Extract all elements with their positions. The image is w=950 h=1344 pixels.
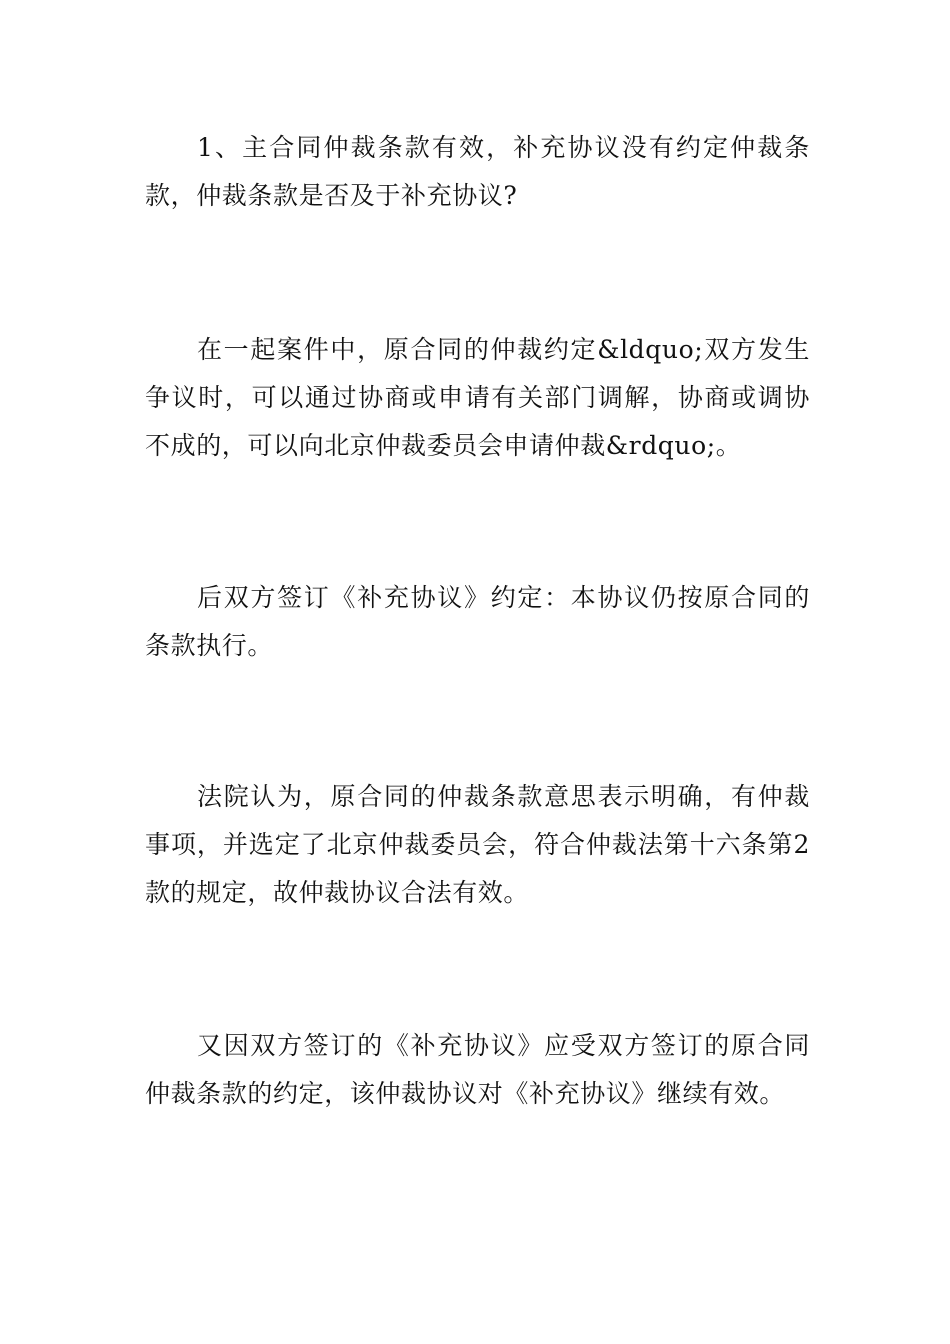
- paragraph-supplementary-agreement: 后双方签订《补充协议》约定：本协议仍按原合同的条款执行。: [145, 583, 810, 660]
- paragraph-case-arbitration-clause: 在一起案件中，原合同的仲裁约定&ldquo;双方发生争议时，可以通过协商或申请有关部门调解，协商或调协不成的，可以向北京仲裁委员会申请仲裁&rdquo;。: [145, 335, 810, 460]
- paragraph-court-opinion: 法院认为，原合同的仲裁条款意思表示明确，有仲裁事项，并选定了北京仲裁委员会，符合仲裁法第十六条第2款的规定，故仲裁协议合法有效。: [145, 782, 810, 907]
- paragraph-question: 1、主合同仲裁条款有效，补充协议没有约定仲裁条款，仲裁条款是否及于补充协议?: [145, 133, 810, 210]
- paragraph-conclusion: 又因双方签订的《补充协议》应受双方签订的原合同仲裁条款的约定，该仲裁协议对《补充协议》继续有效。: [145, 1031, 810, 1108]
